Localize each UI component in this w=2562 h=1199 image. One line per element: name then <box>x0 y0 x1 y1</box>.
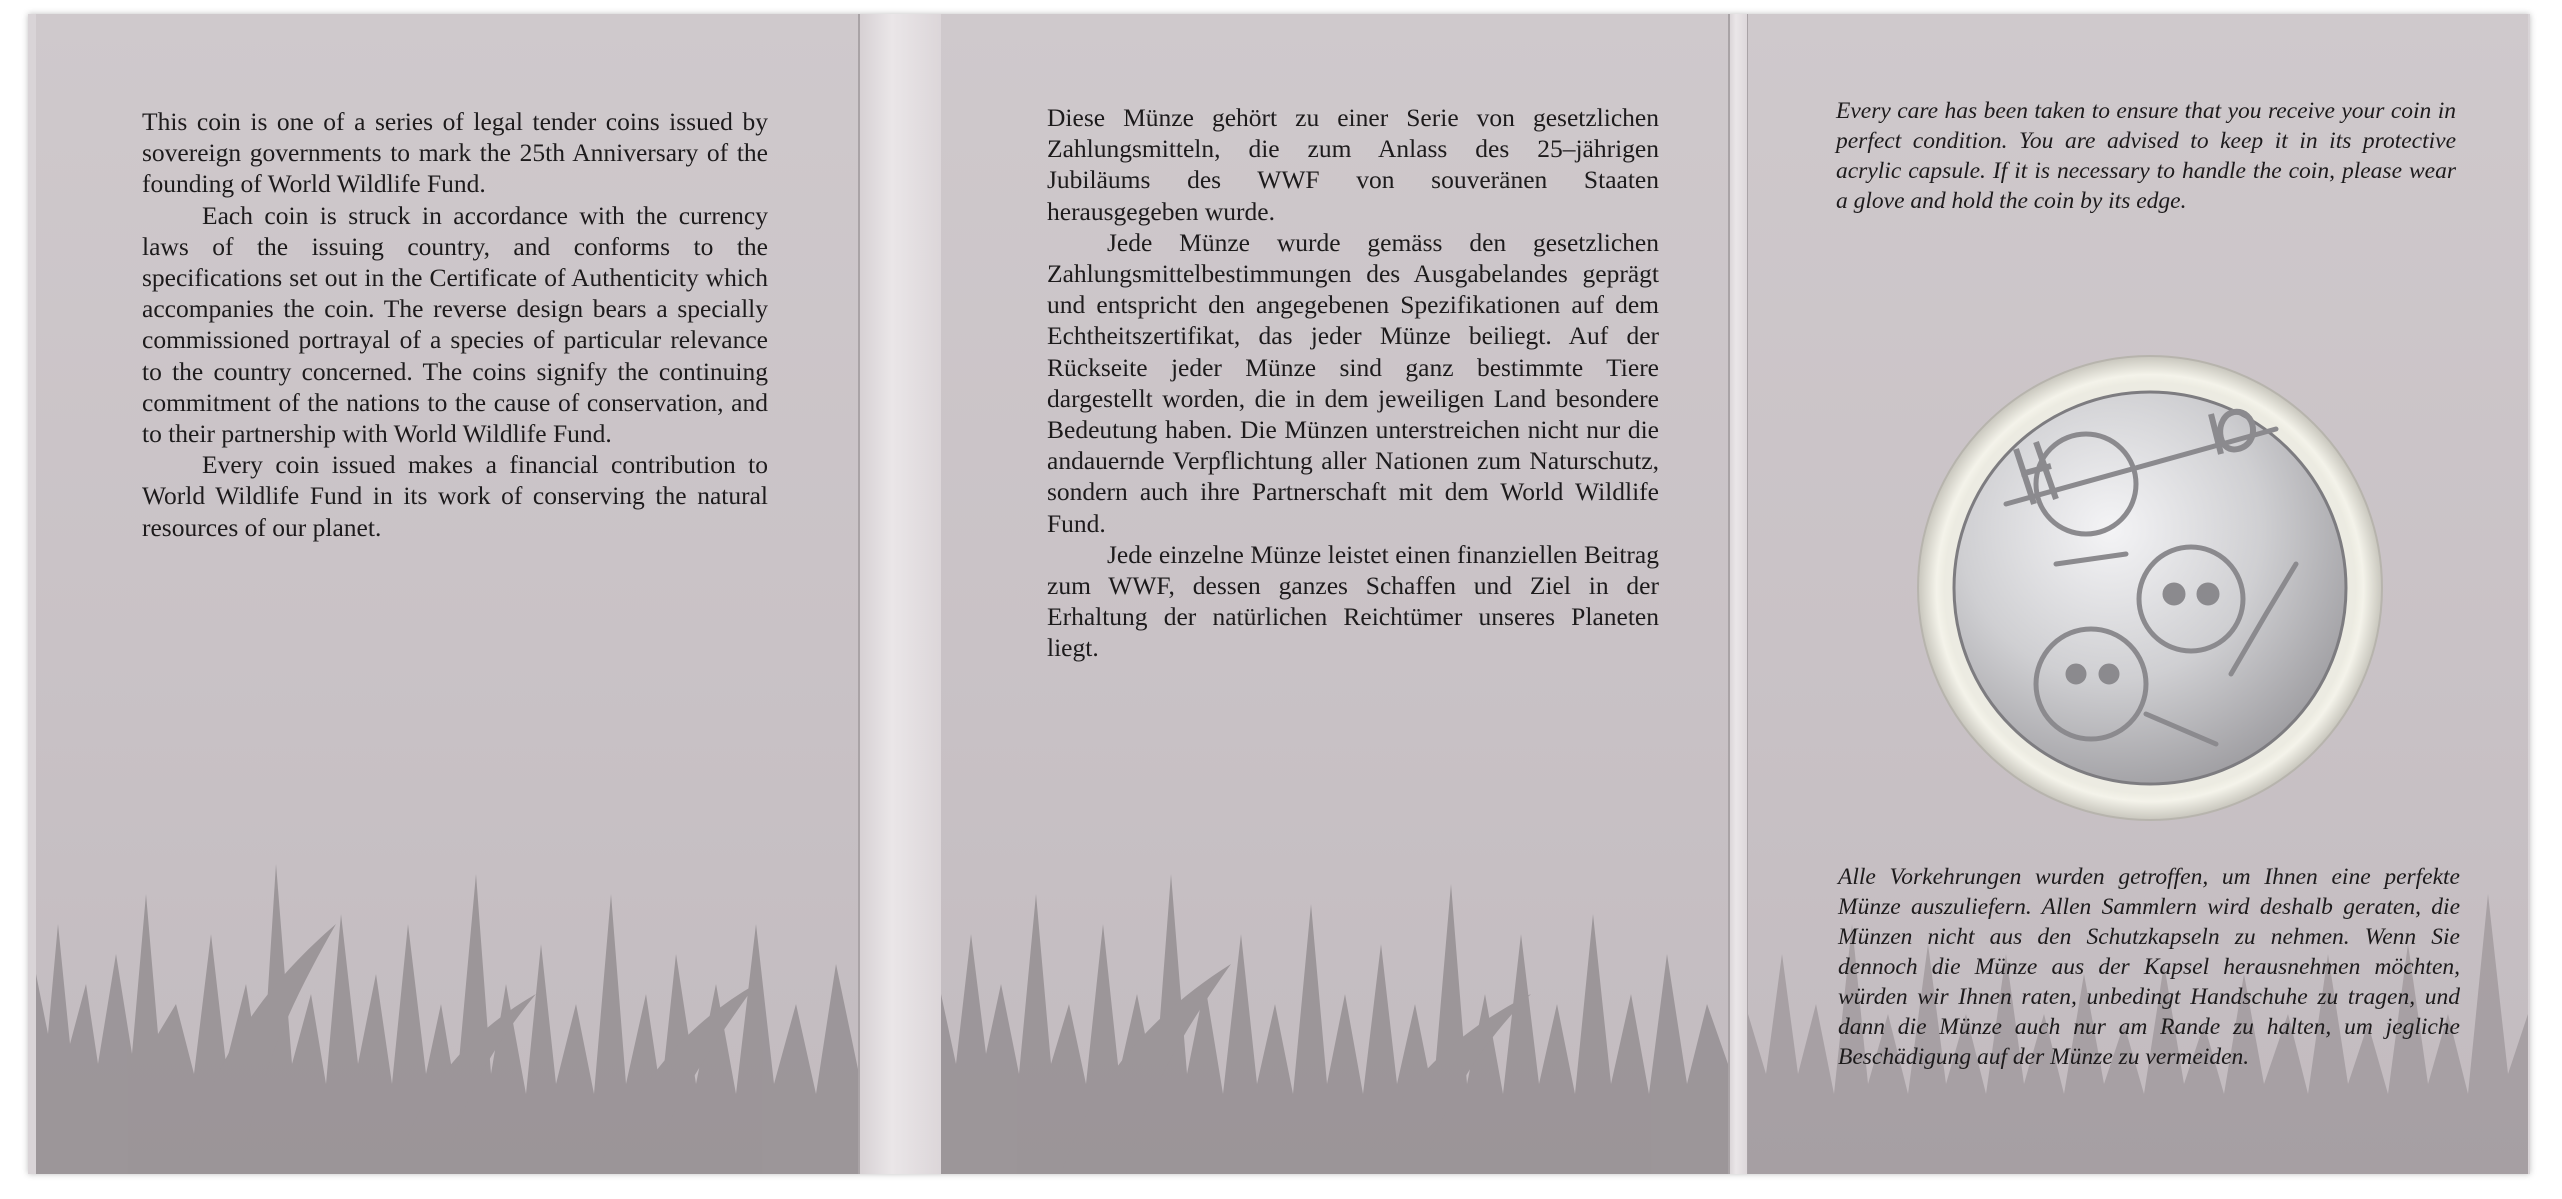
care-note-english-text: Every care has been taken to ensure that you receive your coin in perfect condition. You are advised to keep it in its protective acrylic capsule. If it is necessary to handle the coin, please wear a glove and hold the coin by its edge. <box>1836 98 2456 214</box>
middle-panel <box>941 14 1728 1174</box>
german-text <box>1047 102 1659 664</box>
right-fold <box>1728 14 1748 1174</box>
fold-line-1 <box>858 14 860 1174</box>
english-paragraph-1: This coin is one of a series of legal tender coins issued by sovereign governments to mark the 25th Anniversary of the founding of World Wildlife Fund. <box>142 107 768 199</box>
english-paragraph-3: Every coin issued makes a financial contribution to World Wildlife Fund in its work of conserving the natural resources of our planet. <box>142 450 768 542</box>
right-panel <box>1748 14 2528 1174</box>
grass-silhouette <box>36 834 859 1174</box>
german-paragraph-1: Diese Münze gehört zu einer Serie von gesetzlichen Zahlungsmitteln, die zum Anlass des 25–jährigen Jubiläums des WWF von souveränen Staaten herausgegeben wurde. <box>1047 103 1659 226</box>
care-note-german-text: Alle Vorkehrungen wurden getroffen, um Ihnen eine perfekte Münze auszuliefern. Allen Sammlern wird deshalb geraten, die Münzen nicht aus den Schutzkapseln zu nehmen. Wenn Sie dennoch die Münze aus der Kapsel herausnehmen möchten, würden wir Ihnen raten, unbedingt Handschuhe zu tragen, und dann die Münze auch nur am Rande zu halten, um jegliche Beschädigung auf der Münze zu vermeiden. <box>1838 864 2460 1070</box>
german-paragraph-2: Jede Münze wurde gemäss den gesetzlichen Zahlungsmittelbestimmungen des Ausgabelandes geprägt und entspricht den angegebenen Spezifikationen auf dem Echtheitszertifikat, das jeder Münze beiliegt. Auf der Rückseite jeder Münze sind ganz bestimmte Tiere dargestellt worden, die in dem jeweiligen Land besondere Bedeutung haben. Die Münzen unterstreichen nicht nur die andauernde Verpflichtung aller Nationen zum Naturschutz, sondern auch ihre Partnerschaft mit dem World Wildlife Fund. <box>1047 227 1659 538</box>
english-paragraph-2: Each coin is struck in accordance with the currency laws of the issuing country, and conforms to the specifications set out in the Certificate of Authenticity which accompanies the coin. The reverse design bears a specially commissioned portrayal of a species of particular relevance to the country concerned. The coins signify the continuing commitment of the nations to the cause of conservation, and to their partnership with World Wildlife Fund. <box>142 200 768 449</box>
left-panel <box>36 14 859 1174</box>
coin-capsule <box>1916 354 2384 822</box>
english-text <box>142 106 768 543</box>
german-paragraph-3: Jede einzelne Münze leistet einen finanziellen Beitrag zum WWF, dessen ganzes Schaffen und Ziel in der Erhaltung der natürlichen Reichtümer unseres Planeten liegt. <box>1047 539 1659 663</box>
care-note-english <box>1836 96 2456 216</box>
left-fold <box>859 14 941 1174</box>
coin-folder <box>28 14 2530 1174</box>
coin <box>1954 392 2346 784</box>
care-note-german <box>1838 862 2460 1072</box>
grass-silhouette <box>941 834 1728 1174</box>
fold-line-3 <box>1728 14 1730 1174</box>
